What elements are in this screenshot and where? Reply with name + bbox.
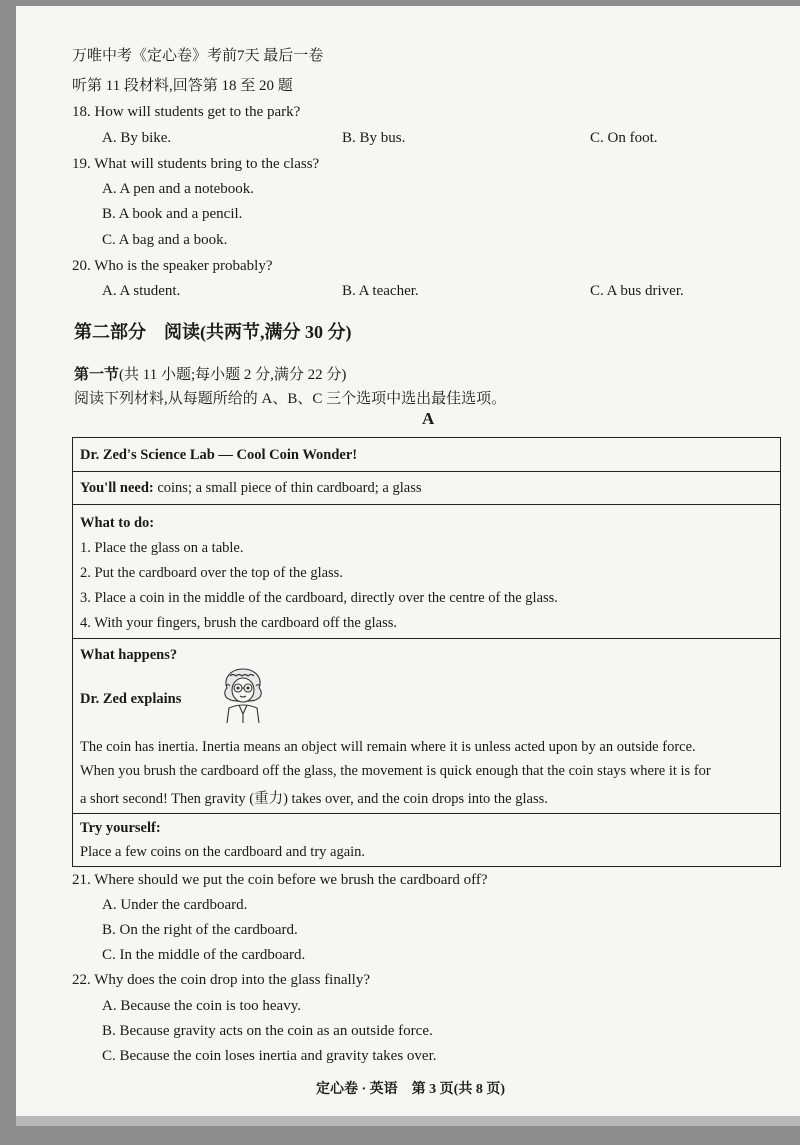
reading-instruction: 阅读下列材料,从每题所给的 A、B、C 三个选项中选出最佳选项。 (74, 391, 507, 407)
q19-option-b: B. A book and a pencil. (102, 206, 243, 222)
step-1: 1. Place the glass on a table. (80, 540, 244, 556)
q18-option-c: C. On foot. (590, 130, 658, 146)
passage-letter: A (422, 409, 435, 428)
todo-label: What to do: (80, 515, 155, 531)
section1-scoring: (共 11 小题;每小题 2 分,满分 22 分) (119, 367, 347, 383)
happens-label: What happens? (80, 647, 178, 663)
q19-option-c: C. A bag and a book. (102, 232, 228, 248)
passage-box (72, 437, 781, 867)
q22-option-c: C. Because the coin loses inertia and gravity takes over. (102, 1048, 437, 1064)
question-22: 22. Why does the coin drop into the glass finally? (72, 972, 371, 988)
question-18: 18. How will students get to the park? (72, 104, 301, 120)
box-title: Dr. Zed's Science Lab — Cool Coin Wonder! (80, 447, 358, 463)
q20-option-c: C. A bus driver. (590, 283, 684, 299)
need-line (80, 480, 421, 497)
page-footer: 定心卷 · 英语 第 3 页(共 8 页) (316, 1082, 505, 1097)
q19-option-a: A. A pen and a notebook. (102, 181, 255, 197)
question-19: 19. What will students bring to the class? (72, 156, 320, 172)
listening-intro: 听第 11 段材料,回答第 18 至 20 题 (72, 78, 293, 94)
step-3: 3. Place a coin in the middle of the cardboard, directly over the centre of the glass. (80, 590, 558, 606)
q20-option-a: A. A student. (102, 283, 181, 299)
q18-option-a: A. By bike. (102, 130, 172, 146)
section1-heading (74, 363, 346, 384)
q21-option-b: B. On the right of the cardboard. (102, 922, 298, 938)
box-happens-row (73, 639, 780, 814)
scan-edge (16, 1116, 800, 1126)
q20-option-b: B. A teacher. (342, 283, 419, 299)
box-try-row (73, 814, 780, 868)
q21-option-a: A. Under the cardboard. (102, 897, 248, 913)
part2-title: 第二部分 阅读(共两节,满分 30 分) (74, 322, 352, 342)
try-label: Try yourself: (80, 820, 161, 836)
box-need-row (73, 472, 780, 505)
question-20: 20. Who is the speaker probably? (72, 258, 273, 274)
q22-option-b: B. Because gravity acts on the coin as an outside force. (102, 1023, 433, 1039)
step-2: 2. Put the cardboard over the top of the glass. (80, 565, 343, 581)
q22-option-a: A. Because the coin is too heavy. (102, 998, 301, 1014)
try-text: Place a few coins on the cardboard and try again. (80, 844, 366, 860)
page-header: 万唯中考《定心卷》考前7天 最后一卷 (72, 48, 324, 64)
step-4: 4. With your fingers, brush the cardboard off the glass. (80, 615, 398, 631)
explains-label: Dr. Zed explains (80, 691, 182, 707)
need-label: You'll need: (80, 480, 154, 496)
question-21: 21. Where should we put the coin before we brush the cardboard off? (72, 872, 488, 888)
exam-page (16, 6, 800, 1126)
section1-label: 第一节 (74, 367, 120, 383)
q21-option-c: C. In the middle of the cardboard. (102, 947, 306, 963)
explain-line-1: The coin has inertia. Inertia means an object will remain where it is unless acted upon by an outside force. (80, 739, 696, 755)
q18-option-b: B. By bus. (342, 130, 406, 146)
need-text: coins; a small piece of thin cardboard; a glass (153, 480, 422, 496)
dr-zed-icon (221, 666, 265, 724)
explain-line-3: a short second! Then gravity (重力) takes over, and the coin drops into the glass. (80, 791, 548, 807)
explain-line-2: When you brush the cardboard off the glass, the movement is quick enough that the coin stays where it is for (80, 763, 711, 779)
box-title-row (73, 438, 780, 472)
box-todo-row (73, 505, 780, 639)
